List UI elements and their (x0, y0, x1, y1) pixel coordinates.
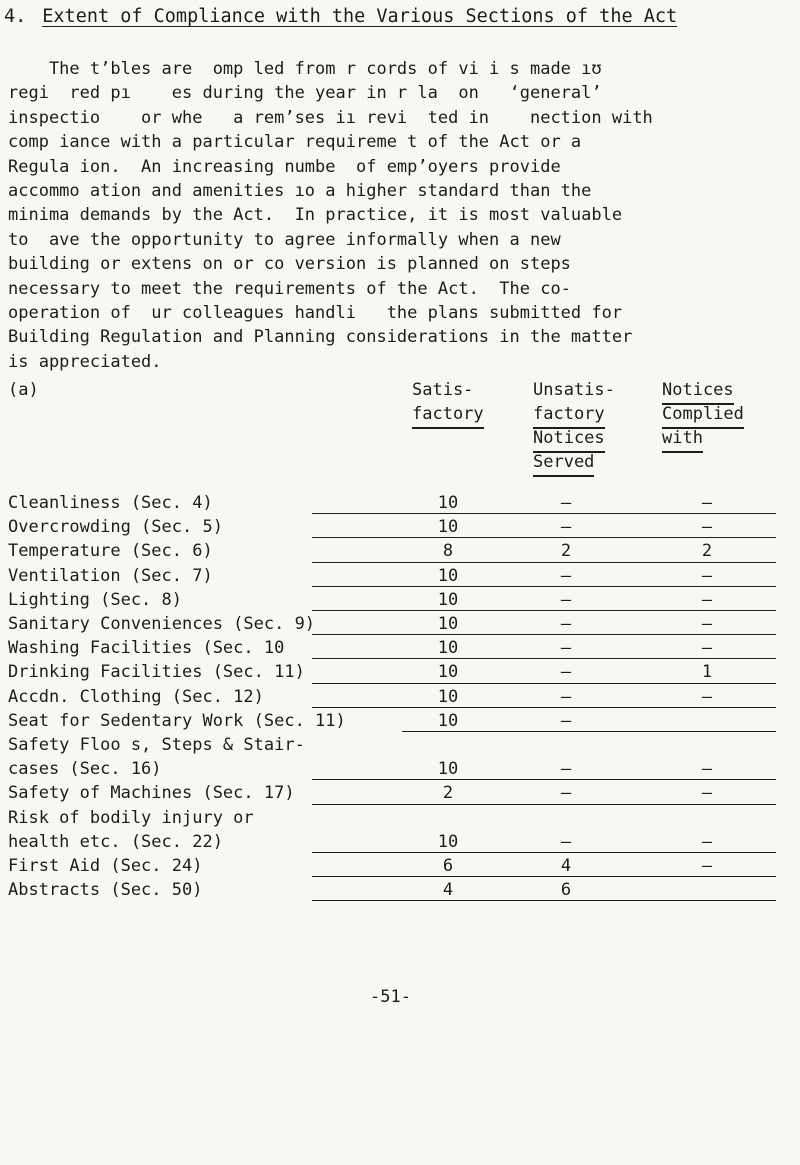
row-label: Lighting (Sec. 8) (8, 589, 182, 610)
row-divider (312, 634, 776, 635)
row-divider (312, 562, 776, 563)
paragraph-line: inspectio or whe a rem’ses iı revi ted in nection with (8, 107, 653, 128)
row-divider (402, 731, 776, 732)
column-header-satisfactory (412, 378, 484, 426)
cell-satisfactory: 10 (437, 565, 459, 586)
paragraph-line: Regula ion. An increasing numbe of emp’oyers provide (8, 156, 561, 177)
column-header-line: factory (412, 402, 484, 429)
row-label: Cleanliness (Sec. 4) (8, 493, 213, 513)
cell-satisfactory: 6 (442, 856, 454, 876)
cell-complied-with: – (701, 759, 713, 780)
row-divider (312, 513, 776, 514)
paragraph-line: minima demands by the Act. In practice, it is most valuable (8, 205, 623, 226)
column-header-line: Served (533, 450, 594, 477)
cell-complied-with: – (701, 493, 713, 513)
row-label: Sanitary Conveniences (Sec. 9) (8, 614, 316, 634)
row-label: First Aid (Sec. 24) (8, 856, 203, 876)
row-divider (312, 876, 776, 877)
cell-complied-with: – (701, 614, 713, 634)
cell-satisfactory: 10 (437, 831, 459, 852)
section-title: Extent of Compliance with the Various Sections of the Act (42, 6, 678, 27)
column-header-notices-served (533, 378, 615, 474)
row-label: cases (Sec. 16) (8, 759, 162, 780)
row-label: Safety Floo s, Steps & Stair- (8, 735, 305, 755)
paragraph-line: is appreciated. (8, 351, 162, 372)
cell-satisfactory: 10 (437, 493, 459, 513)
cell-notices-served: 6 (560, 880, 572, 901)
row-divider (312, 683, 776, 684)
column-header-line: Unsatis- (533, 380, 615, 400)
cell-notices-served: 4 (560, 856, 572, 876)
row-divider (312, 779, 776, 780)
row-divider (312, 658, 776, 659)
cell-notices-served: – (560, 614, 572, 634)
cell-satisfactory: 10 (437, 759, 459, 780)
column-header-line: with (662, 426, 703, 453)
paragraph-line: The t’bles are omp led from r cords of vi i s made ıʊ (8, 59, 602, 79)
row-divider (312, 900, 776, 901)
cell-notices-served: – (560, 638, 572, 659)
cell-complied-with: – (701, 783, 713, 804)
paragraph-line: operation of ur colleagues handli the plans submitted for (8, 302, 623, 323)
paragraph-line: necessary to meet the requirements of the Act. The co- (8, 278, 571, 299)
row-label: Temperature (Sec. 6) (8, 541, 213, 562)
cell-satisfactory: 8 (442, 541, 454, 562)
column-header-line: Satis- (412, 380, 474, 400)
row-label: Ventilation (Sec. 7) (8, 565, 213, 586)
cell-satisfactory: 10 (437, 517, 459, 538)
column-header-line: factory (533, 402, 605, 429)
cell-satisfactory: 2 (442, 783, 454, 804)
row-label: Abstracts (Sec. 50) (8, 880, 203, 901)
cell-satisfactory: 10 (437, 638, 459, 659)
cell-complied-with: – (701, 856, 713, 876)
paragraph-line: regi red pı es during the year in r la on ‘general’ (8, 83, 602, 104)
row-divider (312, 537, 776, 538)
cell-complied-with: – (701, 565, 713, 586)
cell-complied-with: – (701, 589, 713, 610)
row-label: health etc. (Sec. 22) (8, 831, 223, 852)
paragraph-line: comp iance with a particular requireme t of the Act or a (8, 132, 582, 153)
row-label: Safety of Machines (Sec. 17) (8, 783, 295, 804)
cell-notices-served: 2 (560, 541, 572, 562)
paragraph-line: accommo ation and amenities ıo a higher standard than the (8, 180, 592, 201)
cell-satisfactory: 10 (437, 710, 459, 731)
table-label: (a) (8, 380, 39, 400)
cell-complied-with: – (701, 517, 713, 538)
section-heading (4, 4, 778, 30)
cell-notices-served: – (560, 783, 572, 804)
cell-notices-served: – (560, 831, 572, 852)
column-header-line: Complied (662, 402, 744, 429)
paragraph-line: building or extens on or co version is planned on steps (8, 254, 571, 275)
row-divider (312, 586, 776, 587)
paragraph-line: to ave the opportunity to agree informally when a new (8, 229, 561, 250)
cell-notices-served: – (560, 493, 572, 513)
column-header-line: Notices (662, 378, 734, 405)
cell-satisfactory: 10 (437, 614, 459, 634)
intro-paragraph (8, 57, 788, 374)
cell-complied-with: 1 (701, 662, 713, 683)
row-divider (312, 707, 776, 708)
column-header-line: Notices (533, 426, 605, 453)
cell-satisfactory: 10 (437, 686, 459, 707)
row-divider (312, 804, 776, 805)
cell-notices-served: – (560, 710, 572, 731)
cell-complied-with: – (701, 638, 713, 659)
cell-notices-served: – (560, 662, 572, 683)
cell-notices-served: – (560, 589, 572, 610)
row-label: Seat for Sedentary Work (Sec. 11) (8, 710, 346, 731)
row-divider (312, 610, 776, 611)
row-label: Risk of bodily injury or (8, 807, 254, 828)
row-divider (312, 852, 776, 853)
cell-complied-with: – (701, 831, 713, 852)
paragraph-line: Building Regulation and Planning considerations in the matter (8, 327, 633, 348)
cell-notices-served: – (560, 686, 572, 707)
page-number: -51- (370, 987, 411, 1007)
cell-satisfactory: 10 (437, 589, 459, 610)
section-number: 4. (4, 6, 27, 27)
row-label: Drinking Facilities (Sec. 11) (8, 662, 305, 683)
row-label: Overcrowding (Sec. 5) (8, 517, 223, 538)
row-label: Washing Facilities (Sec. 10 (8, 638, 285, 659)
cell-notices-served: – (560, 517, 572, 538)
column-header-complied-with (662, 378, 744, 450)
cell-notices-served: – (560, 759, 572, 780)
cell-complied-with: – (701, 686, 713, 707)
cell-satisfactory: 10 (437, 662, 459, 683)
row-label: Accdn. Clothing (Sec. 12) (8, 686, 264, 707)
cell-satisfactory: 4 (442, 880, 454, 901)
cell-complied-with: 2 (701, 541, 713, 562)
cell-notices-served: – (560, 565, 572, 586)
